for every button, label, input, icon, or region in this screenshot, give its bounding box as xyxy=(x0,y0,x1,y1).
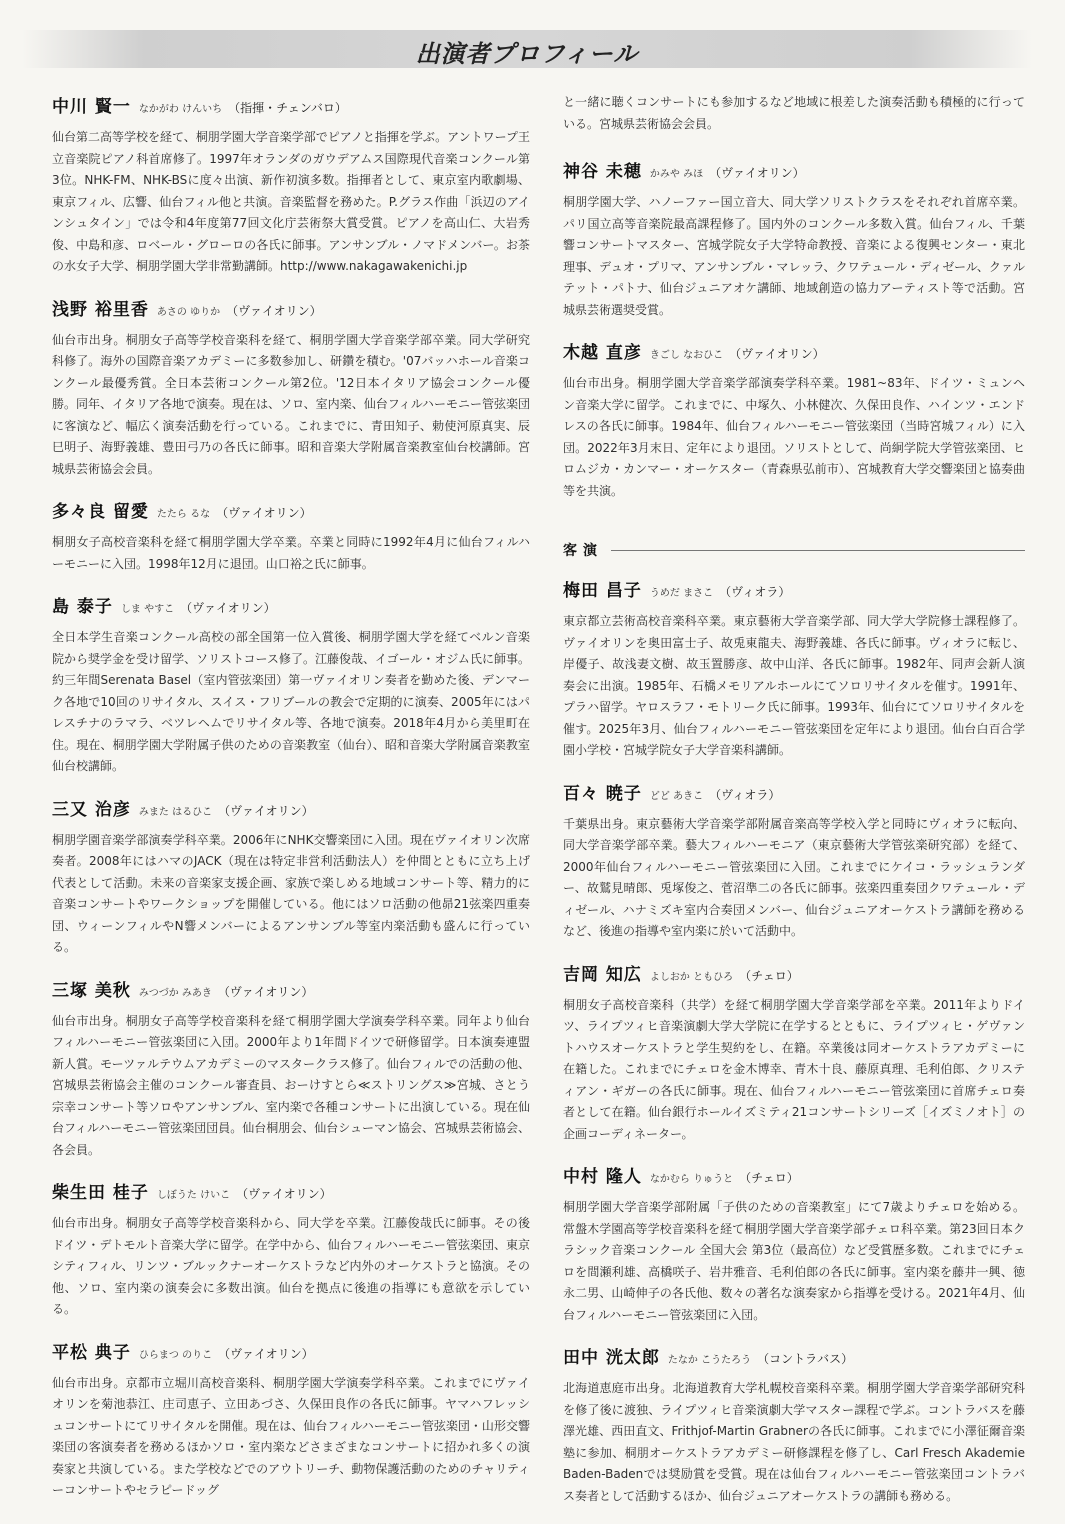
performer-bio: 仙台市出身。桐朋女子高等学校音楽科から、同大学を卒業。江藤俊哉氏に師事。その後ドイツ・デトモルト音楽大学に留学。在学中から、仙台フィルハーモニー管弦楽団、東京シティフィル、リンツ・ブルックナーオーケストラなど内外のオーケストラと協演。その他、ソロ、室内楽の演奏会に多数出演。仙台を拠点に後進の指導にも意欲を示している。 xyxy=(52,1216,530,1316)
performer-name: 三塚 美秋 xyxy=(52,980,131,1001)
performer-bio: 仙台市出身。桐朋女子高等学校音楽科を経て桐朋学園大学演奏学科卒業。同年より仙台フィルハーモニー管弦楽団に入団。2000年より1年間ドイツで研修留学。日本演奏連盟新人賞。モーツァルテウムアカデミーのマスタークラス修了。仙台フィルでの活動の他、宮城県芸術協会主催のコンクール審査員、おーけすとら≪ストリングス≫宮城、さとう宗幸コンサート等ソロやアンサンブル、室内楽で各種コンサートに出演している。現在仙台フィルハーモニー管弦楽団団員。仙台桐朋会、仙台シューマン協会、宮城県芸術協会、各会員。 xyxy=(52,1013,530,1157)
page-header xyxy=(22,30,1032,68)
performer-role: （ヴァイオリン） xyxy=(180,601,276,615)
performer-bio: 北海道恵庭市出身。北海道教育大学札幌校音楽科卒業。桐朋学園大学音楽学部研究科を修了後に渡独、ライプツィヒ音楽演劇大学マスター課程で学ぶ。コントラバスを藤澤光雄、西田直文、Frithjof-Martin Grabnerの各氏に師事。これまでに小澤征爾音楽塾に参加、桐朋オーケストラアカデミー研修課程を修了し、Carl Fresch Akademie Baden-Badenでは奨励賞を受賞。現在は仙台フィルハーモニー管弦楽団コントラバス奏者として活動するほか、仙台ジュニアオーケストラの講師も務める。 xyxy=(563,1381,1025,1503)
performer-kana: ひらまつ のりこ xyxy=(138,1349,213,1361)
performer-role: （ヴィオラ） xyxy=(709,787,781,802)
performer-bio: 桐朋学園大学音楽学部附属「子供のための音楽教室」にて7歳よりチェロを始める。常盤木学園高等学校音楽科を経て桐朋学園大学音楽学部チェロ科卒業。第23回日本クラシック音楽コンクール 全国大会 第3位（最高位）など受賞歴多数。これまでにチェロを間瀬利雄、高橋咲子、岩井雅音、毛利伯郎の各氏に師事。室内楽を藤井一興、徳永二男、山崎伸子の各氏他、数々の著名な演奏家から指導を受ける。2021年4月、仙台フィルハーモニー管弦楽団に入団。 xyxy=(563,1200,1025,1322)
profile-card xyxy=(563,576,1025,762)
performer-name: 田中 洸太郎 xyxy=(563,1348,660,1368)
guest-section-heading xyxy=(563,540,1025,560)
performer-kana: しぼうた けいこ xyxy=(156,1190,231,1201)
page-title: 出演者プロフィール xyxy=(415,40,639,68)
performer-bio: 仙台市出身。京都市立堀川高校音楽科、桐朋学園大学演奏学科卒業。これまでにヴァイオリンを菊池恭江、庄司恵子、立田あづさ、久保田良作の各氏に師事。ヤマハフレッシュコンサートにてリサイタルを開催。現在は、仙台フィルハーモニー管弦楽団・山形交響楽団の客演奏者を務めるほかソロ・室内楽などさまざまなコンサートに招かれ多くの演奏家と共演している。また学校などでのアウトリーチ、動物保護活動のためのチャリティーコンサートやセラピードッグ xyxy=(52,1375,530,1497)
profile-card xyxy=(52,295,530,481)
profile-card xyxy=(563,1343,1025,1507)
performer-kana: きごし なおひこ xyxy=(649,350,724,361)
performer-name: 柴生田 桂子 xyxy=(52,1183,149,1203)
performer-kana: みまた はるひこ xyxy=(138,806,213,818)
performer-kana: なかがわ けんいち xyxy=(138,104,223,115)
performer-bio: 仙台第二高等学校を経て、桐朋学園大学音楽学部でピアノと指揮を学ぶ。アントワープ王立音楽院ピアノ科首席修了。1997年オランダのガウデアムス国際現代音楽コンクール第3位。NHK-FM、NHK-BSに度々出演、新作初演多数。指揮者として、東京室内歌劇場、東京フィル、広響、仙台フィル他と共演。音楽監督を務めた。P.グラス作曲「浜辺のアインシュタイン」では令和4年度第77回文化庁芸術祭大賞受賞。ピアノを高山仁、大岩秀俊、中島和彦、ロベール・グローロの各氏に師事。アンサンブル・ノマドメンバー。お茶の水女子大学、桐朋学園大学非常勤講師。http://www.nakagawakenichi.jp xyxy=(52,130,530,273)
performer-kana: かみや みほ xyxy=(649,169,704,180)
right-column xyxy=(563,92,1025,1524)
performer-name: 木越 直彦 xyxy=(563,343,642,363)
performer-name: 平松 典子 xyxy=(52,1342,131,1363)
performer-kana: みつづか みあき xyxy=(138,987,212,999)
performer-bio: 全日本学生音楽コンクール高校の部全国第一位入賞後、桐朋学園大学を経てベルン音楽院から奨学金を受け留学、ソリストコース修了。江藤俊哉、イゴール・オジム氏に師事。約三年間Serenata Basel（室内管弦楽団）第一ヴァイオリン奏者を勤めた後、デンマーク各地で10回のリサイタル、スイス・フリブールの教会で定期的に演奏、2005年にはパレスチナのラマラ、ベツレヘムでリサイタル等、各地で演奏。2018年4月から美里町在住。現在、桐朋学園大学附属子供のための音楽教室（仙台）、昭和音楽大学附属音楽教室仙台校講師。 xyxy=(52,630,530,773)
profile-card xyxy=(563,157,1025,321)
performer-kana: うめだ まさこ xyxy=(649,588,714,599)
profile-card xyxy=(52,497,530,575)
left-column xyxy=(52,92,530,1519)
profile-card xyxy=(52,592,530,778)
performer-name: 多々良 留愛 xyxy=(52,502,149,522)
performer-bio: 千葉県出身。東京藝術大学音楽学部附属音楽高等学校入学と同時にヴィオラに転向、同大学音楽学部卒業。藝大フィルハーモニア（東京藝術大学管弦楽研究部）を経て、2000年仙台フィルハーモニー管弦楽団に入団。これまでにケイコ・ラッシュランダー、故鷲見晴郎、兎塚俊之、菅沼準二の各氏に師事。弦楽四重奏団クワテュール・ディゼール、ハナミズキ室内合奏団メンバー、仙台ジュニアオーケストラ講師を務めるなど、後進の指導や室内楽に於いて活動中。 xyxy=(563,816,1025,938)
performer-kana: しま やすこ xyxy=(120,604,175,615)
profile-card xyxy=(563,779,1025,943)
profile-card xyxy=(52,1338,530,1502)
performer-role: （コントラバス） xyxy=(757,1352,854,1366)
performer-role: （指揮・チェンバロ） xyxy=(228,101,347,115)
performer-kana: あさの ゆりか xyxy=(156,306,221,318)
performer-role: （ヴァイオリン） xyxy=(226,303,322,318)
performer-bio: 桐朋学園大学、ハノーファー国立音大、同大学ソリストクラスをそれぞれ首席卒業。パリ国立高等音楽院最高課程修了。国内外のコンクール多数入賞。仙台フィル、千葉響コンサートマスター、宮城学院女子大学特命教授、音楽による復興センター・東北理事、デュオ・プリマ、アンサンブル・マレッラ、クワテュール・ディゼール、クァルテット・パトナ、仙台ジュニアオケ講師、地域創造の協力アーティスト等で活動。宮城県芸術選奨受賞。 xyxy=(563,195,1025,317)
performer-kana: たなか こうたろう xyxy=(667,1355,752,1366)
performer-role: （ヴァイオリン） xyxy=(218,803,314,818)
performer-kana: よしおか ともひろ xyxy=(649,971,734,983)
section-divider xyxy=(611,550,1025,551)
performer-role: （チェロ） xyxy=(739,1171,799,1185)
profile-card xyxy=(563,1162,1025,1326)
profile-card xyxy=(563,338,1025,502)
performer-bio: 桐朋学園音楽学部演奏学科卒業。2006年にNHK交響楽団に入団。現在ヴァイオリン次席奏者。2008年にはハマのJACK（現在は特定非営利活動法人）を仲間とともに立ち上げ代表として活動。未来の音楽家支援企画、家族で楽しめる地域コンサート等、精力的に音楽コンサートやワークショップを開催している。他にはソロ活動の他昴21弦楽四重奏団、ウィーンフィルやN響メンバーによるアンサンブル等室内楽活動も盛んに行っている。 xyxy=(52,832,530,954)
performer-name: 三又 治彦 xyxy=(52,799,131,820)
profile-card xyxy=(52,1178,530,1321)
performer-role: （チェロ） xyxy=(739,968,799,983)
performer-role: （ヴァイオリン） xyxy=(709,166,805,180)
performer-bio: 仙台市出身。桐朋女子高等学校音楽科を経て、桐朋学園大学音楽学部卒業。同大学研究科修了。海外の国際音楽アカデミーに多数参加し、研鑽を積む。'07バッハホール音楽コンクール最優秀賞。全日本芸術コンクール第2位。'12日本イタリア協会コンクール優勝。同年、イタリア各地で演奏。現在は、ソロ、室内楽、仙台フィルハーモニー管弦楽団に客演など、幅広く演奏活動を行っている。これまでに、青田知子、勅使河原真実、辰巳明子、海野義雄、豊田弓乃の各氏に師事。昭和音楽大学附属音楽教室仙台校講師。宮城県芸術協会会員。 xyxy=(52,332,530,476)
performer-name: 梅田 昌子 xyxy=(563,581,642,601)
continued-bio: と一緒に聴くコンサートにも参加するなど地域に根差した演奏活動も積極的に行っている。宮城県芸術協会会員。 xyxy=(563,95,1025,131)
performer-name: 百々 暁子 xyxy=(563,783,642,804)
performer-role: （ヴァイオリン） xyxy=(217,984,314,999)
performer-name: 島 泰子 xyxy=(52,597,113,617)
profile-card xyxy=(52,976,530,1162)
performer-role: （ヴァイオリン） xyxy=(218,1346,314,1361)
performer-kana: どど あきこ xyxy=(649,790,704,802)
performer-role: （ヴァイオリン） xyxy=(236,1187,332,1201)
performer-bio: 仙台市出身。桐朋学園大学音楽学部演奏学科卒業。1981~83年、ドイツ・ミュンヘン音楽大学に留学。これまでに、中塚久、小林健次、久保田良作、ハインツ・エンドレスの各氏に師事。1984年、仙台フィルハーモニー管弦楽団（当時宮城フィル）に入団。2022年3月末日、定年により退団。ソリストとして、尚絅学院大学管弦楽団、ヒロムジカ・カンマー・オーケスター（青森県弘前市）、宮城教育大学交響楽団と協奏曲等を共演。 xyxy=(563,376,1025,498)
performer-kana: なかむら りゅうと xyxy=(649,1174,734,1185)
performer-bio: 東京都立芸術高校音楽科卒業。東京藝術大学音楽学部、同大学大学院修士課程修了。ヴァイオリンを奥田富士子、故兎東龍夫、海野義雄、各氏に師事。ヴィオラに転じ、岸優子、故浅妻文樹、故玉置勝彦、故中山洋、各氏に師事。1982年、同声会新人演奏会に出演。1985年、石橋メモリアルホールにてソロリサイタルを催す。1991年、プラハ留学。ヤロスラフ・モトリーク氏に師事。1993年、仙台にてソロリサイタルを催す。2025年3月、仙台フィルハーモニー管弦楽団を定年により退団。仙台白百合学園小学校・宮城学院女子大学音楽科講師。 xyxy=(563,614,1025,757)
profile-card xyxy=(52,795,530,959)
profile-card xyxy=(563,960,1025,1146)
performer-name: 中村 隆人 xyxy=(563,1167,642,1187)
performer-name: 神谷 未穂 xyxy=(563,162,642,182)
profile-card xyxy=(52,92,530,278)
performer-name: 吉岡 知広 xyxy=(563,964,642,985)
performer-bio: 桐朋女子高校音楽科（共学）を経て桐朋学園大学音楽学部を卒業。2011年よりドイツ、ライプツィヒ音楽演劇大学大学院に在学するとともに、ライプツィヒ・ゲヴァントハウスオーケストラと学生契約をし、在籍。卒業後は同オーケストラアカデミーに在籍した。これまでにチェロを金木博幸、青木十良、藤原真理、毛利伯郎、クリスティアン・ギガーの各氏に師事。現在、仙台フィルハーモニー管弦楽団に首席チェロ奏者として在籍。仙台銀行ホールイズミティ21コンサートシリーズ［イズミノオト］の企画コーディネーター。 xyxy=(563,997,1025,1141)
performer-name: 中川 賢一 xyxy=(52,97,131,117)
performer-role: （ヴィオラ） xyxy=(719,585,791,599)
guest-section-label: 客演 xyxy=(563,543,603,559)
performer-bio: 桐朋女子高校音楽科を経て桐朋学園大学卒業。卒業と同時に1992年4月に仙台フィルハーモニーに入団。1998年12月に退団。山口裕之氏に師事。 xyxy=(52,535,530,571)
performer-role: （ヴァイオリン） xyxy=(729,347,825,361)
performer-kana: たたら るな xyxy=(156,509,211,520)
performer-name: 浅野 裕里香 xyxy=(52,299,149,320)
performer-role: （ヴァイオリン） xyxy=(216,506,312,520)
